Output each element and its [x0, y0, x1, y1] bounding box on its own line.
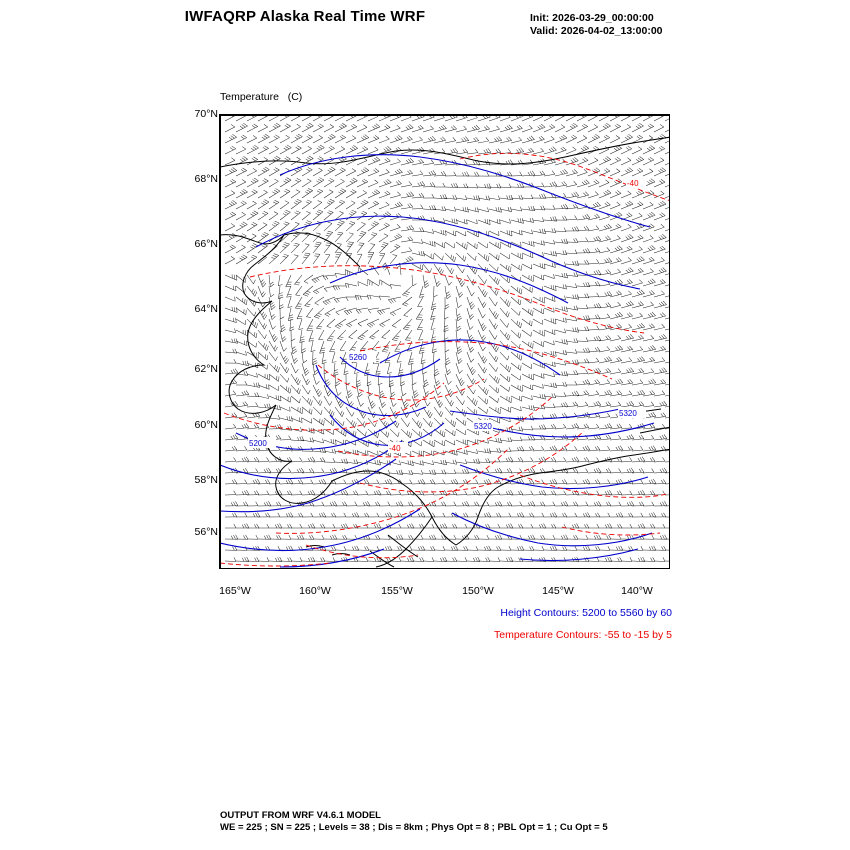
page-title: IWFAQRP Alaska Real Time WRF	[184, 8, 426, 25]
temp-label: -40	[389, 444, 401, 453]
lat-tick: 64°N	[194, 303, 218, 315]
height-label: 5320	[619, 409, 637, 418]
lat-tick: 66°N	[194, 238, 218, 250]
lat-tick: 58°N	[194, 474, 218, 486]
model-time-block	[530, 12, 663, 38]
lat-tick: 68°N	[194, 173, 218, 185]
lon-tick: 140°W	[621, 585, 653, 597]
map-canvas	[220, 115, 670, 569]
lat-tick: 60°N	[194, 419, 218, 431]
footer-line-2: WE = 225 ; SN = 225 ; Levels = 38 ; Dis = 8km ; Phys Opt = 8 ; PBL Opt = 1 ; Cu Opt = 5	[220, 822, 608, 833]
lon-tick: 160°W	[299, 585, 331, 597]
valid-time: Valid: 2026-04-02_13:00:00	[530, 25, 663, 37]
temperature-contour-legend: Temperature Contours: -55 to -15 by 5	[493, 629, 672, 641]
lat-tick: 56°N	[194, 526, 218, 538]
height-label: 5320	[474, 422, 492, 431]
units-temperature: Temperature (C)	[220, 91, 303, 103]
lon-tick: 145°W	[542, 585, 574, 597]
model-footer	[220, 810, 608, 834]
lon-tick: 150°W	[462, 585, 494, 597]
temp-label: -40	[627, 179, 639, 188]
weather-map[interactable]	[219, 114, 670, 569]
footer-line-1: OUTPUT FROM WRF V4.6.1 MODEL	[220, 810, 381, 821]
height-label: 5200	[249, 439, 267, 448]
wind-barbs-layer	[223, 115, 670, 562]
lon-tick: 165°W	[219, 585, 251, 597]
height-contour-legend: Height Contours: 5200 to 5560 by 60	[500, 607, 672, 619]
latitude-axis	[172, 108, 218, 569]
lat-tick: 70°N	[194, 108, 218, 120]
lat-tick: 62°N	[194, 363, 218, 375]
height-label: 5260	[349, 353, 367, 362]
longitude-axis	[219, 585, 670, 605]
lon-tick: 155°W	[381, 585, 413, 597]
init-time: Init: 2026-03-29_00:00:00	[530, 12, 654, 24]
